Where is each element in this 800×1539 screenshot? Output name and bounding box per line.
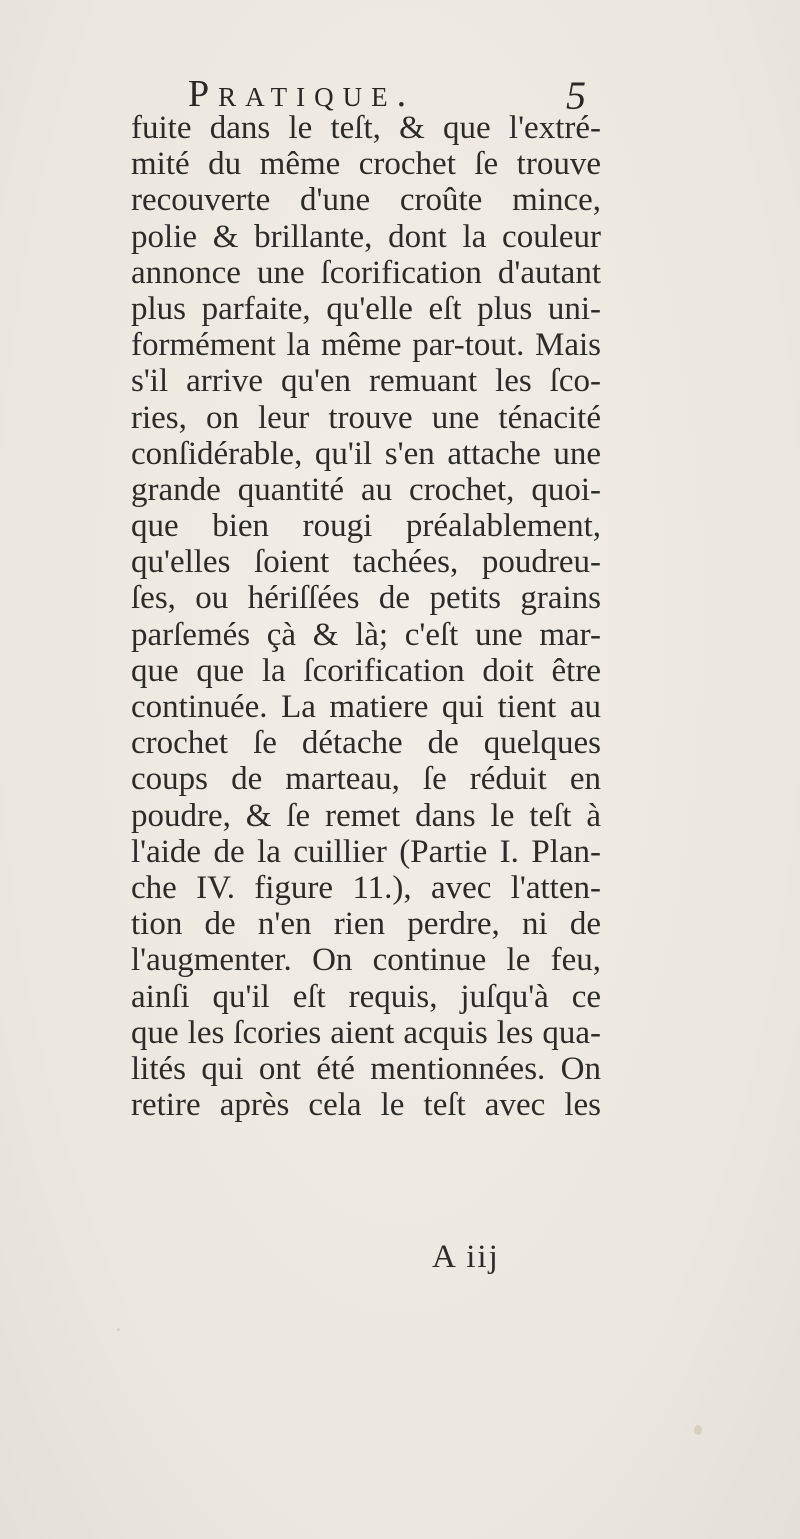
paper-speck [117, 1328, 120, 1331]
text-line: que les ſcories aient acquis les qua- [131, 1014, 601, 1051]
text-line: formément la même par-tout. Mais [131, 327, 601, 364]
text-line: ries, on leur trouve une ténacité [131, 399, 601, 436]
text-line: crochet ſe détache de quelques [131, 725, 601, 762]
text-line: qu'elles ſoient tachées, poudreu- [131, 544, 601, 581]
text-line: ainſi qu'il eſt requis, juſqu'à ce [131, 978, 601, 1015]
text-line: coups de marteau, ſe réduit en [131, 761, 601, 798]
text-line: parſemés çà & là; c'eſt une mar- [131, 616, 601, 653]
text-line: lités qui ont été mentionnées. On [131, 1050, 601, 1087]
text-line: l'aide de la cuillier (Partie I. Plan- [131, 833, 601, 870]
text-line: plus parfaite, qu'elle eſt plus uni- [131, 290, 601, 327]
text-line: ſes, ou hériſſées de petits grains [131, 580, 601, 617]
text-line: fuite dans le teſt, & que l'extré- [131, 110, 601, 146]
text-line: l'augmenter. On continue le feu, [131, 942, 601, 979]
text-line: annonce une ſcorification d'autant [131, 254, 601, 291]
text-line: tion de n'en rien perdre, ni de [131, 906, 601, 943]
text-line: che IV. figure 11.), avec l'atten- [131, 869, 601, 906]
text-line: continuée. La matiere qui tient au [131, 689, 601, 725]
text-line: grande quantité au crochet, quoi- [131, 471, 601, 508]
text-line: mité du même crochet ſe trouve [131, 146, 601, 183]
text-line: conſidérable, qu'il s'en attache une [131, 435, 601, 472]
running-title: Pratique. [188, 73, 416, 115]
page-number: 5 [566, 73, 586, 118]
body-text [131, 110, 601, 1123]
signature-mark: A iij [432, 1239, 500, 1275]
text-line: que bien rougi préalablement, [131, 508, 601, 545]
text-line: poudre, & ſe remet dans le teſt à [131, 797, 601, 834]
text-line: polie & brillante, dont la couleur [131, 218, 601, 255]
text-line: que que la ſcorification doit être [131, 652, 601, 689]
text-line: recouverte d'une croûte mince, [131, 182, 601, 219]
text-line: s'il arrive qu'en remuant les ſco- [131, 363, 601, 400]
text-line: retire après cela le teſt avec les [131, 1087, 601, 1124]
paper-speck [694, 1425, 702, 1435]
